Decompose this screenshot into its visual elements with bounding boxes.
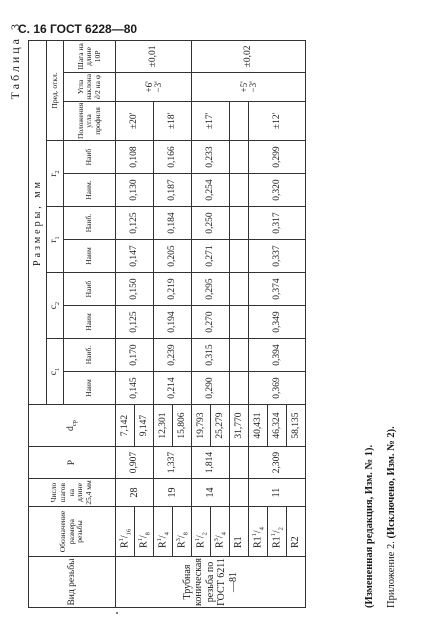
r1-max-cell: 0,125 — [116, 207, 154, 240]
designation-cell: $R^1/_8$ — [135, 507, 154, 557]
r2-min-cell: 0,130 — [116, 174, 154, 207]
c2-min-cell: 0,270 — [192, 306, 230, 339]
des-sub: 16 — [124, 528, 132, 536]
header-pitch-dev: Шага на длине 10P — [64, 40, 116, 72]
pitch-cell: 2,309 — [249, 447, 306, 479]
c2-max-cell: 0,374 — [249, 273, 306, 306]
c1-min-cell: 0,145 — [116, 372, 154, 405]
header-r1-min: Наим — [64, 240, 116, 273]
header-r1 — [47, 207, 64, 273]
turns-cell: 19 — [154, 479, 192, 507]
r2-max-cell — [230, 141, 249, 174]
c2-max-cell — [230, 273, 249, 306]
position-cell: ±17' — [192, 101, 230, 140]
designation-cell: $R^1/_{16}$ — [116, 507, 135, 557]
header-r2-main: r — [48, 173, 59, 177]
r1-min-cell: 0,271 — [192, 240, 230, 273]
dcp-cell: 12,301 — [154, 405, 173, 447]
turns-cell: 28 — [116, 479, 154, 507]
r2-max-cell: 0,299 — [249, 141, 306, 174]
header-r2-max: Наиб — [64, 141, 116, 174]
c1-max-cell: 0,394 — [249, 339, 306, 372]
dcp-cell: 25,279 — [211, 405, 230, 447]
c1-min-cell: 0,214 — [154, 372, 192, 405]
c2-min-cell: 0,349 — [249, 306, 306, 339]
c1-max-cell: 0,239 — [154, 339, 192, 372]
des-sub: 2 — [276, 527, 284, 531]
thread-dimensions-table — [28, 40, 306, 608]
header-r2 — [47, 141, 64, 207]
header-tolerances: Пред. откл. — [47, 40, 64, 140]
pitch-cell: 0,907 — [116, 447, 154, 479]
des-sub: 4 — [219, 532, 227, 536]
appendix-note-status: (Исключено, Изм. № 2). — [386, 426, 397, 539]
r1-max-cell: 0,184 — [154, 207, 192, 240]
designation-cell: $R^1/_2$ — [192, 507, 211, 557]
pitch-dev-cell: ±0,02 — [192, 40, 306, 72]
des-main: R1 — [251, 536, 263, 549]
header-r1-main: r — [48, 239, 59, 243]
header-r2-sub: 2 — [53, 170, 61, 174]
designation-cell: $R1^1/_4$ — [249, 507, 268, 557]
header-angle: Угла наклона ∂∕2 на φ — [64, 72, 116, 101]
header-pitch: P — [29, 447, 116, 479]
des-sub: 8 — [143, 532, 151, 536]
c2-max-cell: 0,295 — [192, 273, 230, 306]
header-c1-sub: 1 — [53, 367, 61, 372]
pitch-cell: 1,337 — [154, 447, 192, 479]
position-cell: ±20' — [116, 101, 154, 140]
c1-max-cell — [230, 339, 249, 372]
angle-lower: −3' — [152, 81, 163, 93]
angle-fraction — [145, 79, 163, 94]
des-sub: 4 — [257, 527, 265, 531]
designation-cell: $R^1/_4$ — [154, 507, 173, 557]
header-sizes: Размеры, мм — [29, 40, 47, 404]
des-sub: 2 — [200, 532, 208, 536]
dcp-cell: 7,142 — [116, 405, 135, 447]
dcp-cell: 46,324 — [268, 405, 287, 447]
angle-fraction — [240, 79, 258, 94]
r1-max-cell: 0,317 — [249, 207, 306, 240]
turns-cell: 11 — [249, 479, 306, 507]
c1-max-cell: 0,315 — [192, 339, 230, 372]
angle-upper: +6' — [143, 81, 154, 93]
designation-cell: $R^3/_4$ — [211, 507, 230, 557]
header-c1-max: Наиб. — [64, 339, 116, 372]
header-c1-main: c — [48, 371, 59, 376]
header-c2-min: Наим — [64, 306, 116, 339]
turns-cell — [230, 479, 249, 507]
pitch-cell — [230, 447, 249, 479]
dcp-cell: 40,431 — [249, 405, 268, 447]
pitch-dev-cell: ±0,01 — [116, 40, 192, 72]
des-sup: 3 — [174, 538, 182, 542]
des-sup: 1 — [193, 538, 201, 542]
r2-min-cell: 0,254 — [192, 174, 230, 207]
position-cell: ±18' — [154, 101, 192, 140]
thread-type-cell: Трубная коническая резьба по ГОСТ 6211—81 — [116, 557, 306, 608]
rotated-page-content — [8, 15, 419, 618]
angle-lower: −3' — [247, 81, 258, 93]
des-sup: 1 — [117, 538, 125, 542]
des-sub: 8 — [181, 532, 189, 536]
r2-min-cell — [230, 174, 249, 207]
des-sup: 1 — [136, 538, 144, 542]
c2-min-cell: 0,194 — [154, 306, 192, 339]
des-main: R1 — [270, 536, 282, 549]
c2-min-cell — [230, 306, 249, 339]
r2-max-cell: 0,233 — [192, 141, 230, 174]
dcp-cell: 58,135 — [287, 405, 306, 447]
des-main: R — [194, 541, 206, 549]
dcp-cell: 9,147 — [135, 405, 154, 447]
des-sub: 4 — [162, 532, 170, 536]
header-c2-max: Наиб — [64, 273, 116, 306]
appendix-note — [386, 426, 397, 608]
header-turns: Число шагов на длине 25,4 мм — [29, 479, 116, 507]
header-r1-sub: 1 — [53, 236, 61, 240]
dcp-cell: 19,793 — [192, 405, 211, 447]
header-designation: Обозначение размера резьбы — [29, 507, 116, 557]
designation-cell: R2 — [287, 507, 306, 557]
header-r1-max: Наиб. — [64, 207, 116, 240]
c1-max-cell: 0,170 — [116, 339, 154, 372]
c2-max-cell: 0,219 — [154, 273, 192, 306]
r1-min-cell: 0,147 — [116, 240, 154, 273]
r1-max-cell — [230, 207, 249, 240]
header-dcp-main: d — [65, 426, 76, 431]
angle-cell — [192, 72, 306, 101]
c1-min-cell: 0,369 — [249, 372, 306, 405]
header-dcp — [29, 405, 116, 447]
header-r2-min: Наим. — [64, 174, 116, 207]
header-c2 — [47, 273, 64, 339]
header-position: Положения угла профиля — [64, 101, 116, 140]
c1-min-cell — [230, 372, 249, 405]
page-header: С. 16 ГОСТ 6228—80 — [18, 22, 138, 36]
r2-max-cell: 0,166 — [154, 141, 192, 174]
dcp-cell: 31,770 — [230, 405, 249, 447]
amendment-note: (Измененная редакция, Изм. № 1). — [364, 444, 375, 608]
c2-max-cell: 0,150 — [116, 273, 154, 306]
position-cell: ±12' — [249, 101, 306, 140]
turns-cell: 14 — [192, 479, 230, 507]
header-dcp-sub: ср — [70, 420, 78, 427]
angle-upper: +5' — [238, 81, 249, 93]
appendix-note-label: Приложение 2. — [386, 538, 397, 608]
header-c1 — [47, 339, 64, 405]
des-main: R — [118, 541, 130, 549]
r1-min-cell: 0,205 — [154, 240, 192, 273]
header-c2-sub: 2 — [53, 301, 61, 306]
header-thread-type: Вид резьбы — [29, 557, 116, 608]
designation-cell: $R^3/_8$ — [173, 507, 192, 557]
dcp-cell: 15,806 — [173, 405, 192, 447]
r2-min-cell: 0,187 — [154, 174, 192, 207]
r1-min-cell — [230, 240, 249, 273]
position-cell — [230, 101, 249, 140]
des-sup: 1 — [250, 533, 258, 537]
c2-min-cell: 0,125 — [116, 306, 154, 339]
r1-min-cell: 0,337 — [249, 240, 306, 273]
des-main: R — [156, 541, 168, 549]
header-c1-min: Наим — [64, 372, 116, 405]
r2-max-cell: 0,108 — [116, 141, 154, 174]
des-sup: 1 — [269, 533, 277, 537]
c1-min-cell: 0,290 — [192, 372, 230, 405]
designation-cell: $R1^1/_2$ — [268, 507, 287, 557]
des-main: R — [213, 541, 225, 549]
scan-speck — [116, 612, 118, 614]
pitch-cell: 1,814 — [192, 447, 230, 479]
header-c2-main: c — [48, 305, 59, 310]
des-main: R — [137, 541, 149, 549]
r1-max-cell: 0,250 — [192, 207, 230, 240]
table-caption: Таблица 3 — [8, 21, 22, 100]
des-main: R — [175, 541, 187, 549]
des-sup: 3 — [212, 538, 220, 542]
r2-min-cell: 0,320 — [249, 174, 306, 207]
des-sup: 1 — [155, 538, 163, 542]
designation-cell: R1 — [230, 507, 249, 557]
angle-cell — [116, 72, 192, 101]
